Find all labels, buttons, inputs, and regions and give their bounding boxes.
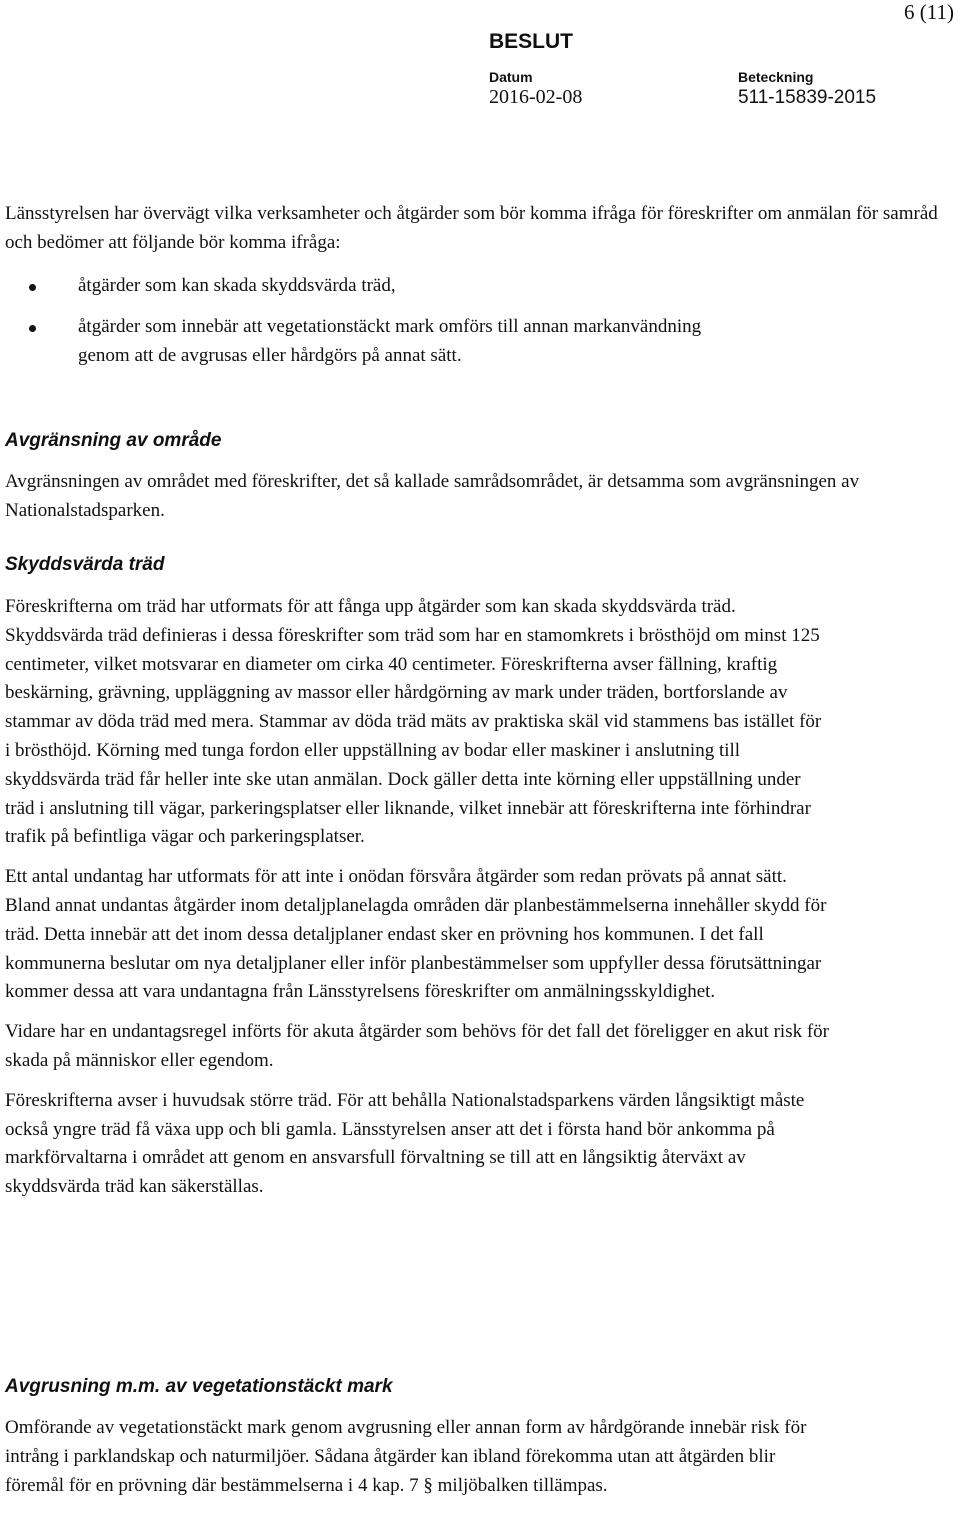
bullet-icon [29,284,36,291]
bullet-text: åtgärder som kan skada skyddsvärda träd, [78,274,396,296]
document-type: BESLUT [489,30,573,53]
page-number: 6 (11) [904,0,954,24]
section-heading-trees: Skyddsvärda träd [5,554,165,575]
bullet-icon [29,325,36,332]
reference-value: 511-15839-2015 [738,87,877,108]
trees-paragraph: Vidare har en undantagsregel införts för akuta åtgärder som behövs för det fall det föreligger en akut risk för skada på människor eller egendom. [5,1021,829,1071]
intro-paragraph: Länsstyrelsen har övervägt vilka verksamheter och åtgärder som bör komma ifråga för föreskrifter om anmälan för samråd och bedömer att följande bör komma ifråga: [5,203,938,253]
trees-paragraph: Föreskrifterna om träd har utformats för att fånga upp åtgärder som kan skada skyddsvärda träd. Skyddsvärda träd definieras i dessa föreskrifter som träd som har en stamomkrets i brösthöjd om minst 125 centimeter, vilket motsvarar en diameter om cirka 40 centimeter. Föreskrifterna avser fällning, kraftig beskärning, grävning, uppläggning av massor eller hårdgörning av mark under träden, bortforslande av stammar av döda träd med mera. Stammar av döda träd mäts av praktiska skäl vid stammens bas istället för i brösthöjd. Körning med tunga fordon eller uppställning av bodar eller maskiner i anslutning till skyddsvärda träd får heller inte ske utan anmälan. Dock gäller detta inte körning eller uppställning under träd i anslutning till vägar, parkeringsplatser eller liknande, vilket innebär att föreskrifterna inte förhindrar trafik på befintliga vägar och parkeringsplatser. [5,596,822,848]
reference-label: Beteckning [738,69,814,85]
list-item [5,313,955,371]
section-heading-area: Avgränsning av område [5,430,222,451]
gravel-paragraph: Omförande av vegetationstäckt mark genom avgrusning eller annan form av hårdgörande innebär risk för intrång i parklandskap och naturmiljöer. Sådana åtgärder kan ibland förekomma utan att åtgärden blir föremål för en prövning där bestämmelserna i 4 kap. 7 § miljöbalken tillämpas. [5,1417,807,1496]
trees-paragraph: Föreskrifterna avser i huvudsak större träd. För att behålla Nationalstadsparkens värden långsiktigt måste också yngre träd få växa upp och bli gamla. Länsstyrelsen anser att det i första hand bör ankomma på markförvaltarna i området att genom en ansvarsfull förvaltning se till att en långsiktig återväxt av skyddsvärda träd kan säkerställas. [5,1089,805,1198]
section-heading-gravel: Avgrusning m.m. av vegetationstäckt mark [5,1376,393,1397]
bullet-text: åtgärder som innebär att vegetationstäckt mark omförs till annan markanvändning genom att de avgrusas eller hårdgörs på annat sätt. [78,316,702,367]
date-label: Datum [489,69,533,85]
trees-paragraph: Ett antal undantag har utformats för att inte i onödan försvåra åtgärder som redan prövats på annat sätt. Bland annat undantas åtgärder inom detaljplanelagda områden där planbestämmelserna innehåller skydd för träd. Detta innebär att det inom dessa detaljplaner endast sker en prövning hos kommunen. I det fall kommunerna beslutar om nya detaljplaner eller inför planbestämmelser som uppfyller dessa förutsättningar kommer dessa att vara undantagna från Länsstyrelsens föreskrifter om anmälningsskyldighet. [5,866,827,1003]
trees-section [5,593,830,1202]
area-paragraph: Avgränsningen av området med föreskrifter, det så kallade samrådsområdet, är detsamma som avgränsningen av Nationalstadsparken. [5,471,860,521]
intro-section [5,200,955,371]
bullet-list [5,272,955,371]
date-value: 2016-02-08 [489,86,583,108]
list-item [5,272,955,301]
